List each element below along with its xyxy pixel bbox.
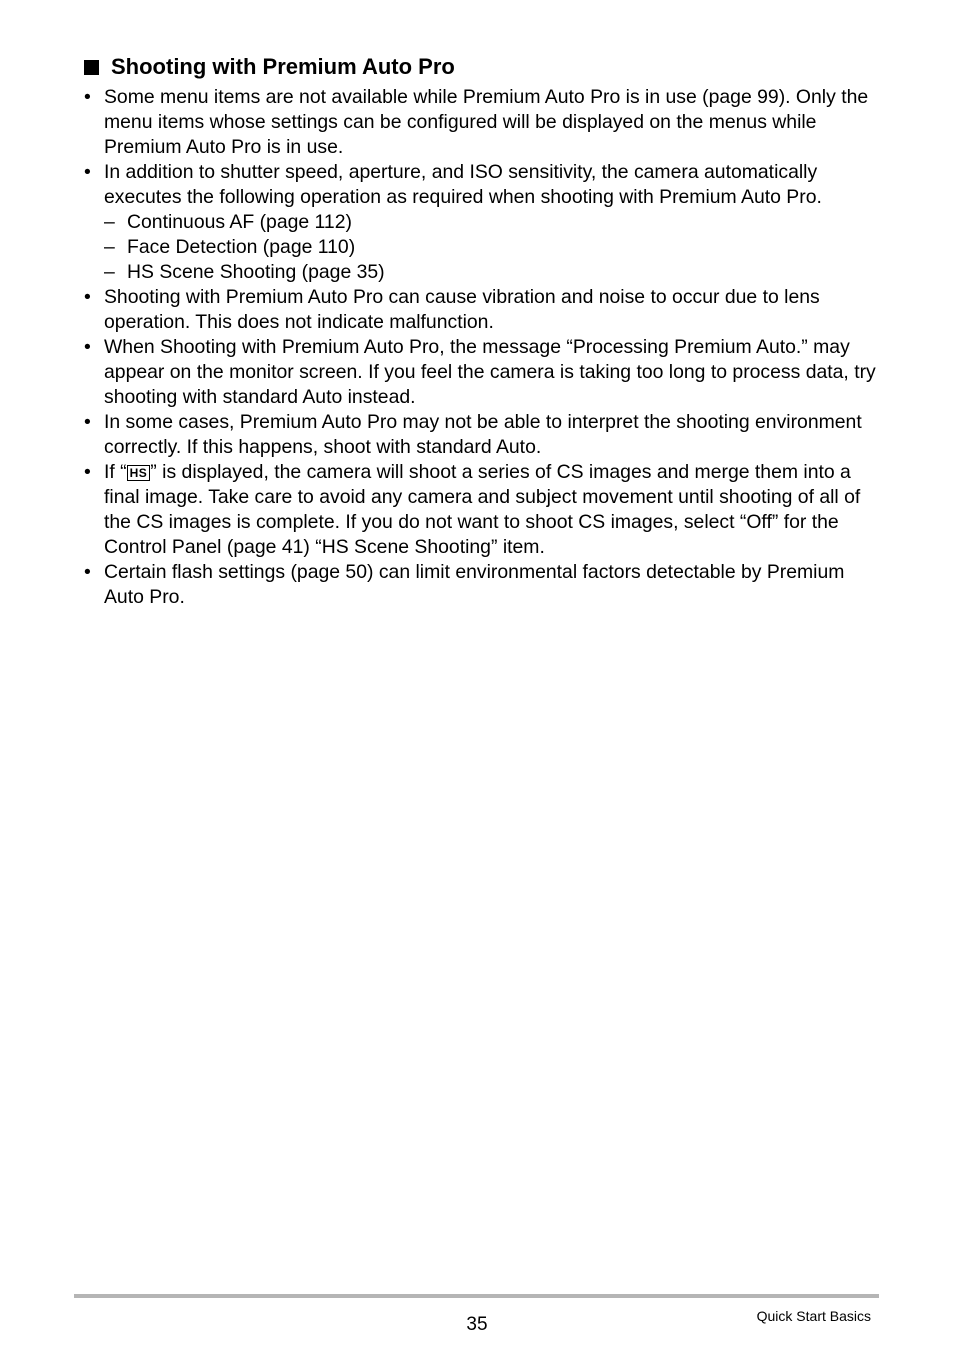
- list-item: [84, 85, 884, 160]
- sub-list-item: [104, 260, 884, 285]
- footer-section-name: Quick Start Basics: [756, 1308, 871, 1324]
- bullet-icon: •: [84, 561, 91, 583]
- hs-scene-icon: HS: [127, 465, 151, 481]
- bullet-icon: •: [84, 461, 91, 483]
- list-item: [84, 460, 884, 560]
- bullet-icon: •: [84, 86, 91, 108]
- page-number: 35: [466, 1314, 488, 1335]
- dash-icon: –: [104, 261, 115, 283]
- list-item-text: Shooting with Premium Auto Pro can cause vibration and noise to occur due to lens operation. This does not indicate malfunction.: [104, 286, 820, 333]
- list-item: [84, 335, 884, 410]
- list-item: [84, 410, 884, 460]
- sub-list-item: [104, 235, 884, 260]
- list-item-text: Certain flash settings (page 50) can limit environmental factors detectable by Premium Auto Pro.: [104, 561, 845, 608]
- list-item-text: In some cases, Premium Auto Pro may not be able to interpret the shooting environment correctly. If this happens, shoot with standard Auto.: [104, 411, 862, 458]
- dash-icon: –: [104, 211, 115, 233]
- bullet-list-container: [84, 85, 884, 610]
- sub-list-item-text: HS Scene Shooting (page 35): [127, 261, 385, 283]
- sub-list-item: [104, 210, 884, 235]
- list-item: [84, 285, 884, 335]
- bullet-icon: •: [84, 411, 91, 433]
- footer-divider: [74, 1294, 879, 1298]
- bullet-icon: •: [84, 286, 91, 308]
- sub-list-item-text: Continuous AF (page 112): [127, 211, 352, 233]
- sub-list: [104, 210, 884, 285]
- list-item-text: When Shooting with Premium Auto Pro, the message “Processing Premium Auto.” may appear on the monitor screen. If you feel the camera is taking too long to process data, try shooting with standard Auto instead.: [104, 336, 876, 408]
- section-heading: [84, 53, 455, 81]
- list-item-text: In addition to shutter speed, aperture, and ISO sensitivity, the camera automatically executes the following operation as required when shooting with Premium Auto Pro.: [104, 161, 822, 208]
- heading-square-icon: [84, 60, 99, 75]
- list-item-text-before-icon: If “: [104, 461, 127, 483]
- list-item: [84, 160, 884, 285]
- bullet-list: [84, 85, 884, 610]
- section-heading-text: Shooting with Premium Auto Pro: [111, 54, 455, 79]
- sub-list-item-text: Face Detection (page 110): [127, 236, 356, 258]
- dash-icon: –: [104, 236, 115, 258]
- bullet-icon: •: [84, 336, 91, 358]
- list-item-text-after-icon: ” is displayed, the camera will shoot a series of CS images and merge them into a final image. Take care to avoid any camera and subject movement until shooting of all of the CS images is complete. If you do not want to shoot CS images, select “Off” for the Control Panel (page 41) “HS Scene Shooting” item.: [104, 461, 861, 558]
- list-item: [84, 560, 884, 610]
- list-item-text: Some menu items are not available while Premium Auto Pro is in use (page 99). Only the menu items whose settings can be configured will be displayed on the menus while Premium Auto Pro is in use.: [104, 86, 869, 158]
- bullet-icon: •: [84, 161, 91, 183]
